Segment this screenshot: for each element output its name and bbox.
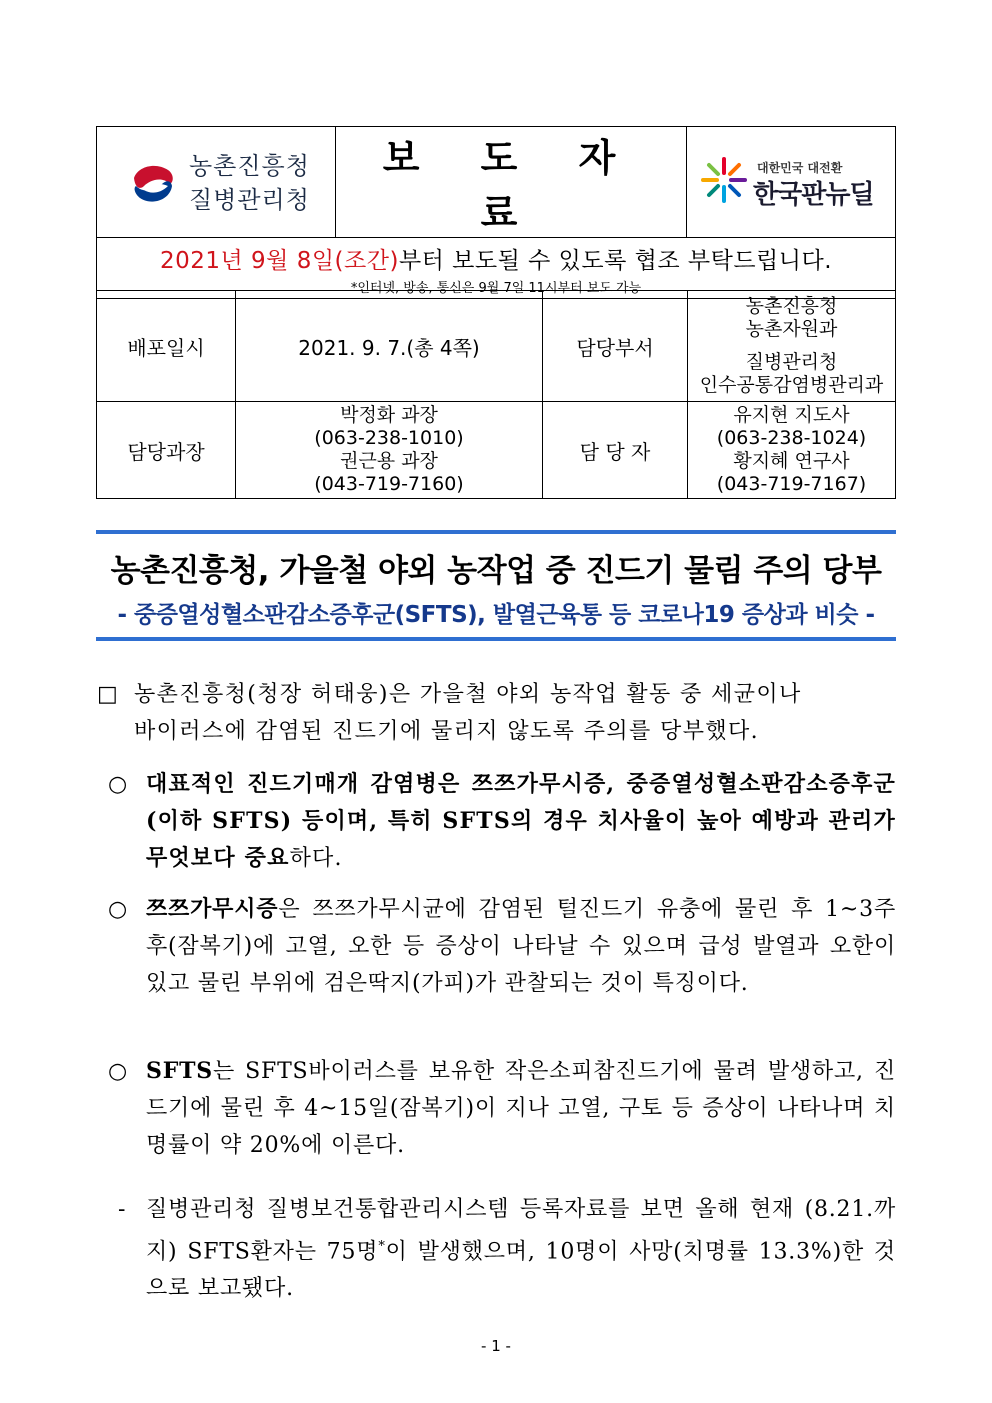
paragraph-line: 바이러스에 감염된 진드기에 물리지 않도록 주의를 당부했다. — [134, 719, 760, 744]
paragraph-intro — [134, 676, 896, 750]
emphasis-text: SFTS — [146, 1058, 213, 1084]
paragraph-vector-diseases — [146, 766, 896, 877]
staff-value — [688, 402, 896, 499]
org-name-rda: 농촌진흥청 — [189, 152, 310, 180]
paragraph-tsutsugamushi — [146, 891, 896, 1002]
staff-line: (063-238-1024) — [716, 427, 867, 449]
circle-bullet-icon: ○ — [108, 1059, 128, 1084]
staff-line: 유지현 지도사 — [733, 404, 850, 426]
embargo-text: 부터 보도될 수 있도록 협조 부탁드립니다. — [398, 248, 833, 274]
dept-value — [688, 291, 896, 402]
release-value: 2021. 9. 7.(총 4쪽) — [236, 291, 543, 402]
manager-line: 권근용 과장 — [340, 450, 438, 472]
circle-bullet-icon: ○ — [108, 772, 128, 797]
manager-line: (063-238-1010) — [314, 427, 464, 449]
paragraph-line: 농촌진흥청(청장 허태웅)은 가을철 야외 농작업 활동 중 세균이나 — [134, 682, 802, 707]
headline-title: 농촌진흥청, 가을철 야외 농작업 중 진드기 물림 주의 당부 — [110, 553, 882, 589]
header-table — [96, 126, 896, 299]
manager-label: 담당과장 — [97, 402, 236, 499]
dept-label: 담당부서 — [543, 291, 688, 402]
new-deal-tagline: 대한민국 대전환 — [757, 161, 843, 175]
emphasis-text: 대표적인 진드기매개 감염병은 쯔쯔가무시증, 중증열성혈소판감소증후군(이하 SFTS) 등이며, 특히 SFTS의 경우 치사율이 높아 예방과 관리가 무엇보다 중요 — [146, 771, 896, 871]
org-name-kdca: 질병관리청 — [189, 186, 310, 214]
doc-title: 보 도 자 료 — [336, 127, 687, 238]
dept-line: 농촌자원과 — [745, 318, 838, 340]
paragraph-statistics — [146, 1191, 896, 1307]
staff-line: (043-719-7167) — [716, 473, 867, 495]
staff-label: 담 당 자 — [543, 402, 688, 499]
info-table — [96, 290, 896, 499]
dept-line: 인수공통감염병관리과 — [699, 374, 884, 396]
paragraph-text: 질병관리청 질병보건통합관리시스템 등록자료를 보면 올해 현재 (8.21.까지) SFTS환자는 75명 — [146, 1197, 896, 1265]
embargo-note: *인터넷, 방송, 통신은 9월 7일 11시부터 보도 가능 — [350, 281, 642, 296]
paragraph-text: 이 발생했으며, 10명이 사망(치명률 13.3%)한 것으로 보고됐다. — [146, 1239, 896, 1302]
embargo-date: 2021년 9월 8일(조간) — [159, 248, 399, 274]
government-emblem-icon — [130, 160, 176, 206]
headline-rule-bottom — [96, 637, 896, 641]
new-deal-burst-icon — [699, 155, 749, 205]
manager-value — [236, 402, 543, 499]
footnote-mark: * — [378, 1239, 386, 1254]
square-bullet-icon: □ — [97, 682, 118, 707]
paragraph-text: 하다. — [289, 846, 343, 871]
paragraph-text: 는 SFTS바이러스를 보유한 작은소피참진드기에 물려 발생하고, 진드기에 물린 후 4~15일(잠복기)이 지나 고열, 구토 등 증상이 나타나며 치명률이 약 20%에 이른다. — [146, 1059, 896, 1158]
new-deal-name: 한국판뉴딜 — [753, 180, 874, 210]
release-label: 배포일시 — [97, 291, 236, 402]
circle-bullet-icon: ○ — [108, 897, 128, 922]
paragraph-text: 은 쯔쯔가무시균에 감염된 털진드기 유충에 물린 후 1~3주 후(잠복기)에 고열, 오한 등 증상이 나타날 수 있으며 급성 발열과 오한이 있고 물린 부위에 검은딱지(가피)가 관찰되는 것이 특징이다. — [146, 897, 896, 996]
new-deal-logo-block — [687, 127, 896, 238]
manager-line: (043-719-7160) — [314, 473, 464, 495]
paragraph-sfts — [146, 1053, 896, 1164]
dash-bullet-icon: - — [118, 1197, 126, 1222]
manager-line: 박정화 과장 — [340, 404, 438, 426]
dept-line: 농촌진흥청 — [745, 295, 838, 317]
headline-rule-top — [96, 530, 896, 534]
dept-line: 질병관리청 — [745, 351, 838, 373]
headline-subtitle: - 중증열성혈소판감소증후군(SFTS), 발열근육통 등 코로나19 증상과 비슷 - — [117, 602, 875, 628]
emphasis-text: 쯔쯔가무시증 — [146, 896, 279, 922]
staff-line: 황지혜 연구사 — [733, 450, 850, 472]
org-logo-block — [97, 127, 336, 238]
page-number: - 1 - — [481, 1337, 511, 1355]
